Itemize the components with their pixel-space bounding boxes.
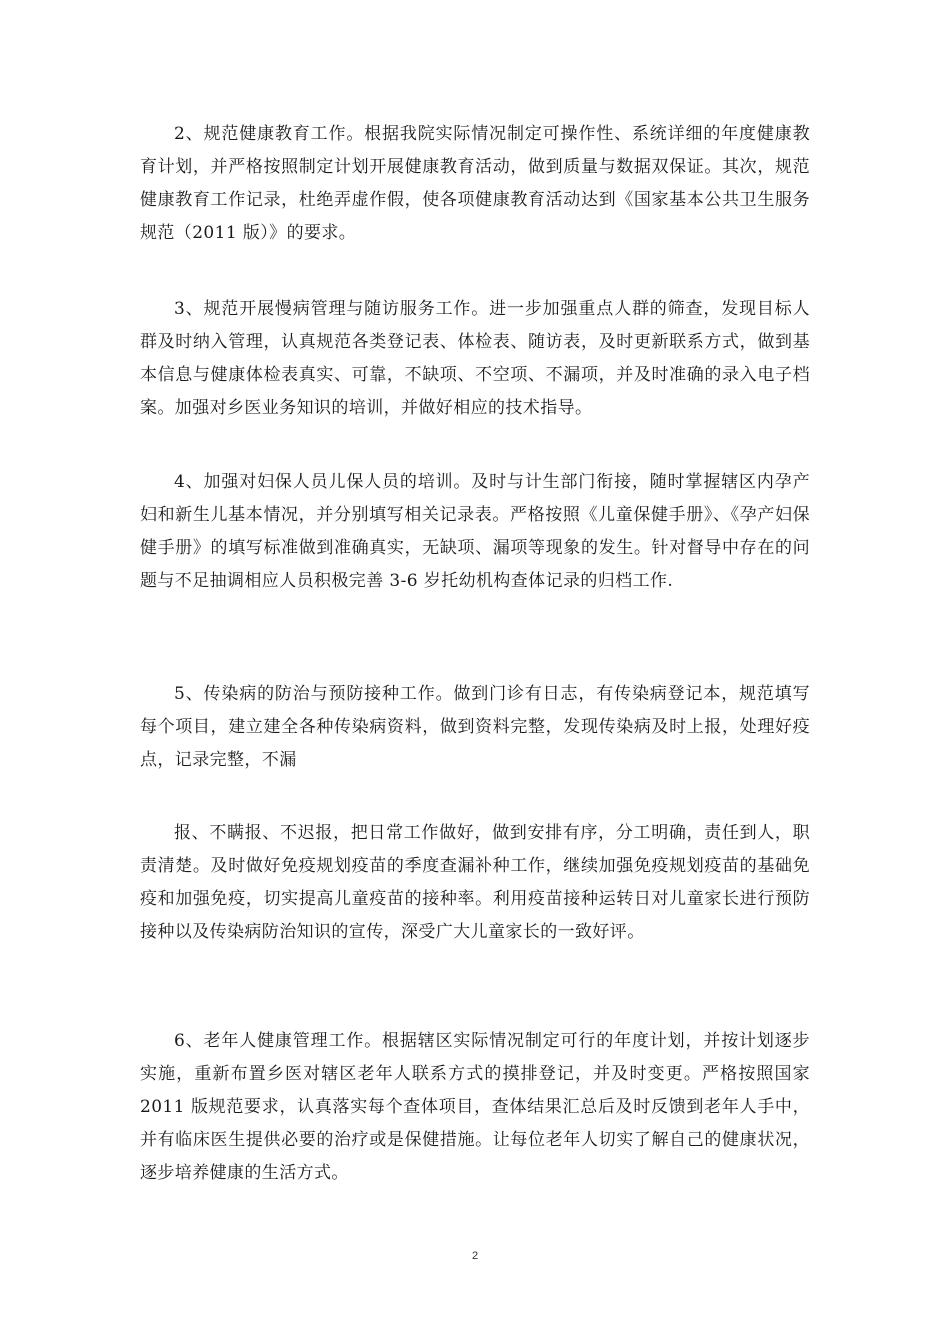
paragraph-elderly-health-management: 6、老年人健康管理工作。根据辖区实际情况制定可行的年度计划，并按计划逐步实施，重新布置乡医对辖区老年人联系方式的摸排登记，并及时变更。严格按照国家 2011 版规范要求，认真落实每个查体项目，查体结果汇总后及时反馈到老年人手中，并有临床医生提供必要的治疗或是保健措施。让每位老年人切实了解自己的健康状况，逐步培养健康的生活方式。 <box>140 1031 810 1183</box>
paragraph-infectious-disease-vaccination: 5、传染病的防治与预防接种工作。做到门诊有日志，有传染病登记本，规范填写每个项目，建立建全各种传染病资料，做到资料完整，发现传染病及时上报，处理好疫点，记录完整，不漏 <box>140 684 810 770</box>
paragraph-maternal-child-training: 4、加强对妇保人员儿保人员的培训。及时与计生部门衔接，随时掌握辖区内孕产妇和新生儿基本情况，并分别填写相关记录表。严格按照《儿童保健手册》、《孕产妇保健手册》的填写标准做到准确真实，无缺项、漏项等现象的发生。针对督导中存在的问题与不足抽调相应人员积极完善 3-6 岁托幼机构查体记录的归档工作. <box>140 472 810 591</box>
paragraph-infectious-disease-continued: 报、不瞒报、不迟报，把日常工作做好，做到安排有序，分工明确，责任到人，职责清楚。及时做好免疫规划疫苗的季度查漏补种工作，继续加强免疫规划疫苗的基础免疫和加强免疫，切实提高儿童疫苗的接种率。利用疫苗接种运转日对儿童家长进行预防接种以及传染病防治知识的宣传，深受广大儿童家长的一致好评。 <box>140 823 810 942</box>
paragraph-chronic-disease-management: 3、规范开展慢病管理与随访服务工作。进一步加强重点人群的筛查，发现目标人群及时纳入管理，认真规范各类登记表、体检表、随访表，及时更新联系方式，做到基本信息与健康体检表真实、可靠，不缺项、不空项、不漏项，并及时准确的录入电子档案。加强对乡医业务知识的培训，并做好相应的技术指导。 <box>140 299 810 418</box>
page-number: 2 <box>471 1250 479 1262</box>
paragraph-health-education: 2、规范健康教育工作。根据我院实际情况制定可操作性、系统详细的年度健康教育计划，并严格按照制定计划开展健康教育活动，做到质量与数据双保证。其次，规范健康教育工作记录，杜绝弄虚作假，使各项健康教育活动达到《国家基本公共卫生服务规范（2011 版）》的要求。 <box>140 124 810 243</box>
